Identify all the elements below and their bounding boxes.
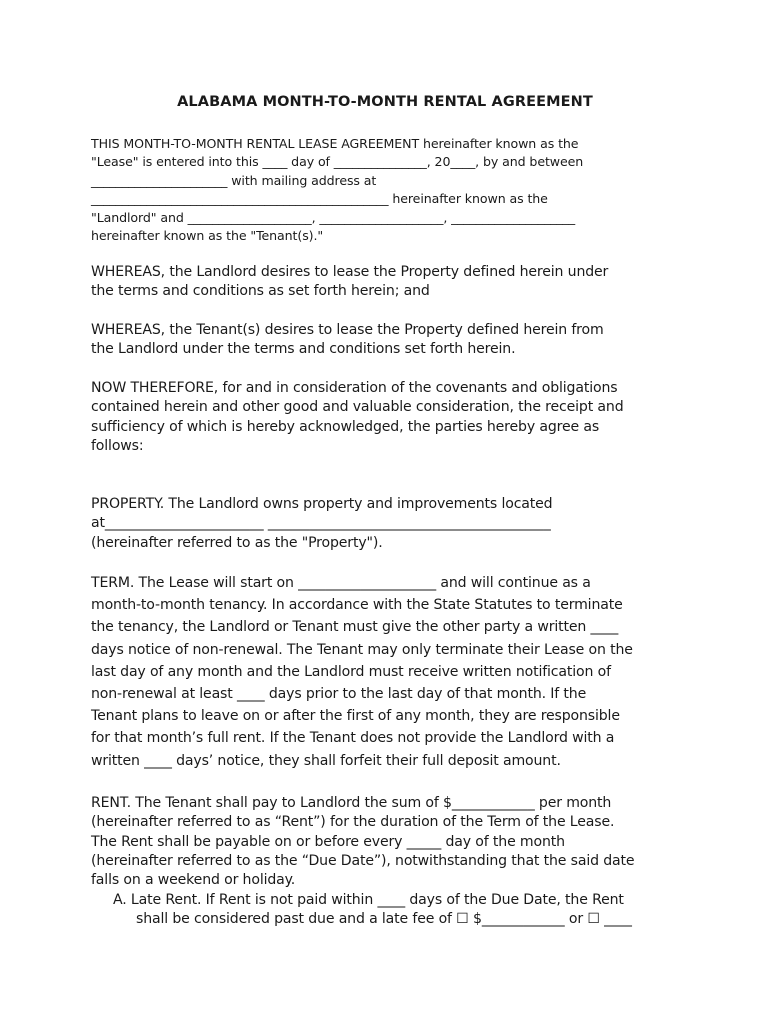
whereas-landlord-paragraph (91, 263, 691, 302)
text-line: WHEREAS, the Tenant(s) desires to lease the Property defined herein from (91, 322, 604, 338)
text-line: (hereinafter referred to as the “Due Date”), notwithstanding that the said date (91, 852, 635, 869)
text-line: WHEREAS, the Landlord desires to lease the Property defined herein under (91, 264, 609, 280)
text-line: ________________________________________________ hereinafter known as the (91, 191, 548, 207)
text-line: at_______________________ _________________________________________ (91, 515, 551, 532)
text-line: (hereinafter referred to as “Rent”) for the duration of the Term of the Lease. (91, 814, 615, 831)
text-line: for that month’s full rent. If the Tenant does not provide the Landlord with a (91, 730, 615, 747)
now-therefore-paragraph (91, 379, 691, 456)
text-line: TERM. The Lease will start on ____________________ and will continue as a (91, 575, 591, 591)
text-line: shall be considered past due and a late fee of ☐ $____________ or ☐ ____ (136, 911, 632, 928)
text-line: hereinafter known as the "Tenant(s)." (91, 228, 324, 244)
late-rent-subsection (91, 891, 691, 930)
text-line: "Lease" is entered into this ____ day of _______________, 20____, by and between (91, 154, 584, 170)
text-line: A. Late Rent. If Rent is not paid within ____ days of the Due Date, the Rent (113, 892, 624, 908)
text-line: THIS MONTH-TO-MONTH RENTAL LEASE AGREEMENT hereinafter known as the (91, 136, 579, 151)
text-line: Tenant plans to leave on or after the first of any month, they are responsible (91, 708, 620, 725)
text-line: contained herein and other good and valuable consideration, the receipt and (91, 399, 624, 416)
term-section (91, 572, 691, 772)
text-line: the tenancy, the Landlord or Tenant must give the other party a written ____ (91, 619, 619, 636)
intro-paragraph (91, 135, 691, 245)
text-line: follows: (91, 437, 144, 454)
text-line: RENT. The Tenant shall pay to Landlord the sum of $____________ per month (91, 795, 612, 811)
text-line: PROPERTY. The Landlord owns property and improvements located (91, 496, 553, 512)
property-section (91, 495, 691, 553)
text-line: days notice of non-renewal. The Tenant may only terminate their Lease on the (91, 641, 633, 658)
document-title: ALABAMA MONTH-TO-MONTH RENTAL AGREEMENT (177, 94, 593, 110)
text-line: NOW THEREFORE, for and in consideration of the covenants and obligations (91, 380, 618, 396)
text-line: "Landlord" and ____________________, ____________________, ____________________ (91, 209, 576, 225)
text-line: the Landlord under the terms and conditions set forth herein. (91, 341, 516, 358)
text-line: The Rent shall be payable on or before every _____ day of the month (91, 833, 565, 850)
text-line: written ____ days’ notice, they shall forfeit their full deposit amount. (91, 752, 561, 769)
text-line: falls on a weekend or holiday. (91, 872, 296, 889)
whereas-tenant-paragraph (91, 321, 691, 360)
text-line: (hereinafter referred to as the "Property"). (91, 534, 383, 551)
rent-section (91, 794, 691, 890)
text-line: sufficiency of which is hereby acknowledged, the parties hereby agree as (91, 418, 600, 435)
text-line: non-renewal at least ____ days prior to the last day of that month. If the (91, 686, 587, 703)
text-line: last day of any month and the Landlord must receive written notification of (91, 663, 611, 680)
text-line: month-to-month tenancy. In accordance with the State Statutes to terminate (91, 597, 623, 614)
text-line: ______________________ with mailing address at (91, 172, 377, 188)
text-line: the terms and conditions as set forth herein; and (91, 283, 430, 300)
